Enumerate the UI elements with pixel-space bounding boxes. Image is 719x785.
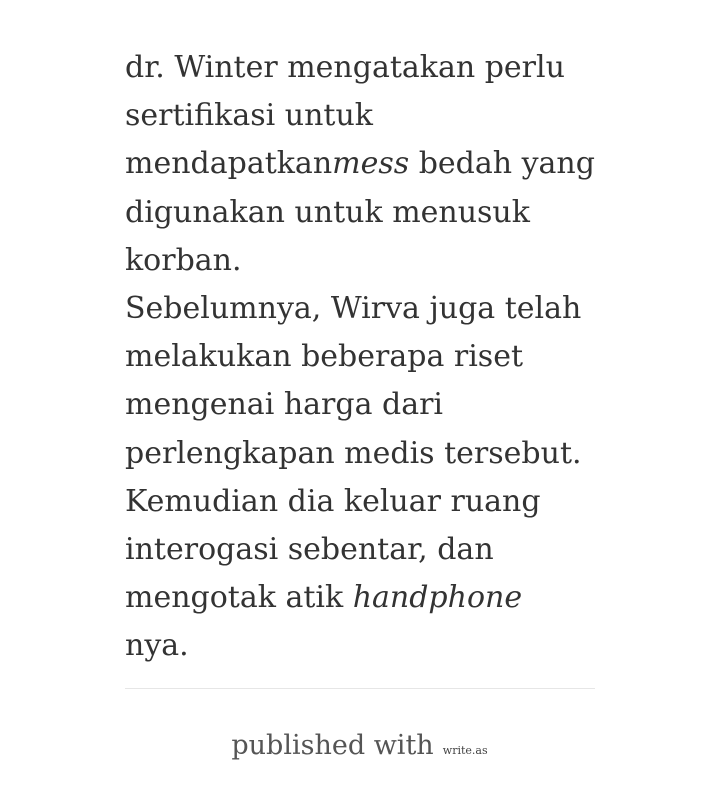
article-body xyxy=(125,44,595,671)
paragraph-text: nya. xyxy=(125,628,189,664)
site-footer xyxy=(0,730,719,761)
paragraph-text: bedah yang digunakan untuk menusuk korban. xyxy=(125,146,595,278)
paragraph-text: dr. Winter mengatakan perlu sertifikasi untuk mendapatkan xyxy=(125,50,565,182)
paragraph-interrogation xyxy=(125,478,595,671)
footer-divider xyxy=(125,688,595,689)
italic-term: mess xyxy=(332,146,410,182)
paragraph-text: Sebelumnya, Wirva juga telah melakukan beberapa riset mengenai harga dari perlengkapan medis tersebut. xyxy=(125,291,582,471)
published-with-label: published with xyxy=(231,730,434,761)
writeas-link[interactable]: write.as xyxy=(442,744,488,757)
paragraph-certification xyxy=(125,44,595,285)
italic-term: handphone xyxy=(352,580,523,616)
paragraph-text: Kemudian dia keluar ruang interogasi sebentar, dan mengotak atik xyxy=(125,483,541,616)
paragraph-research xyxy=(125,285,595,478)
